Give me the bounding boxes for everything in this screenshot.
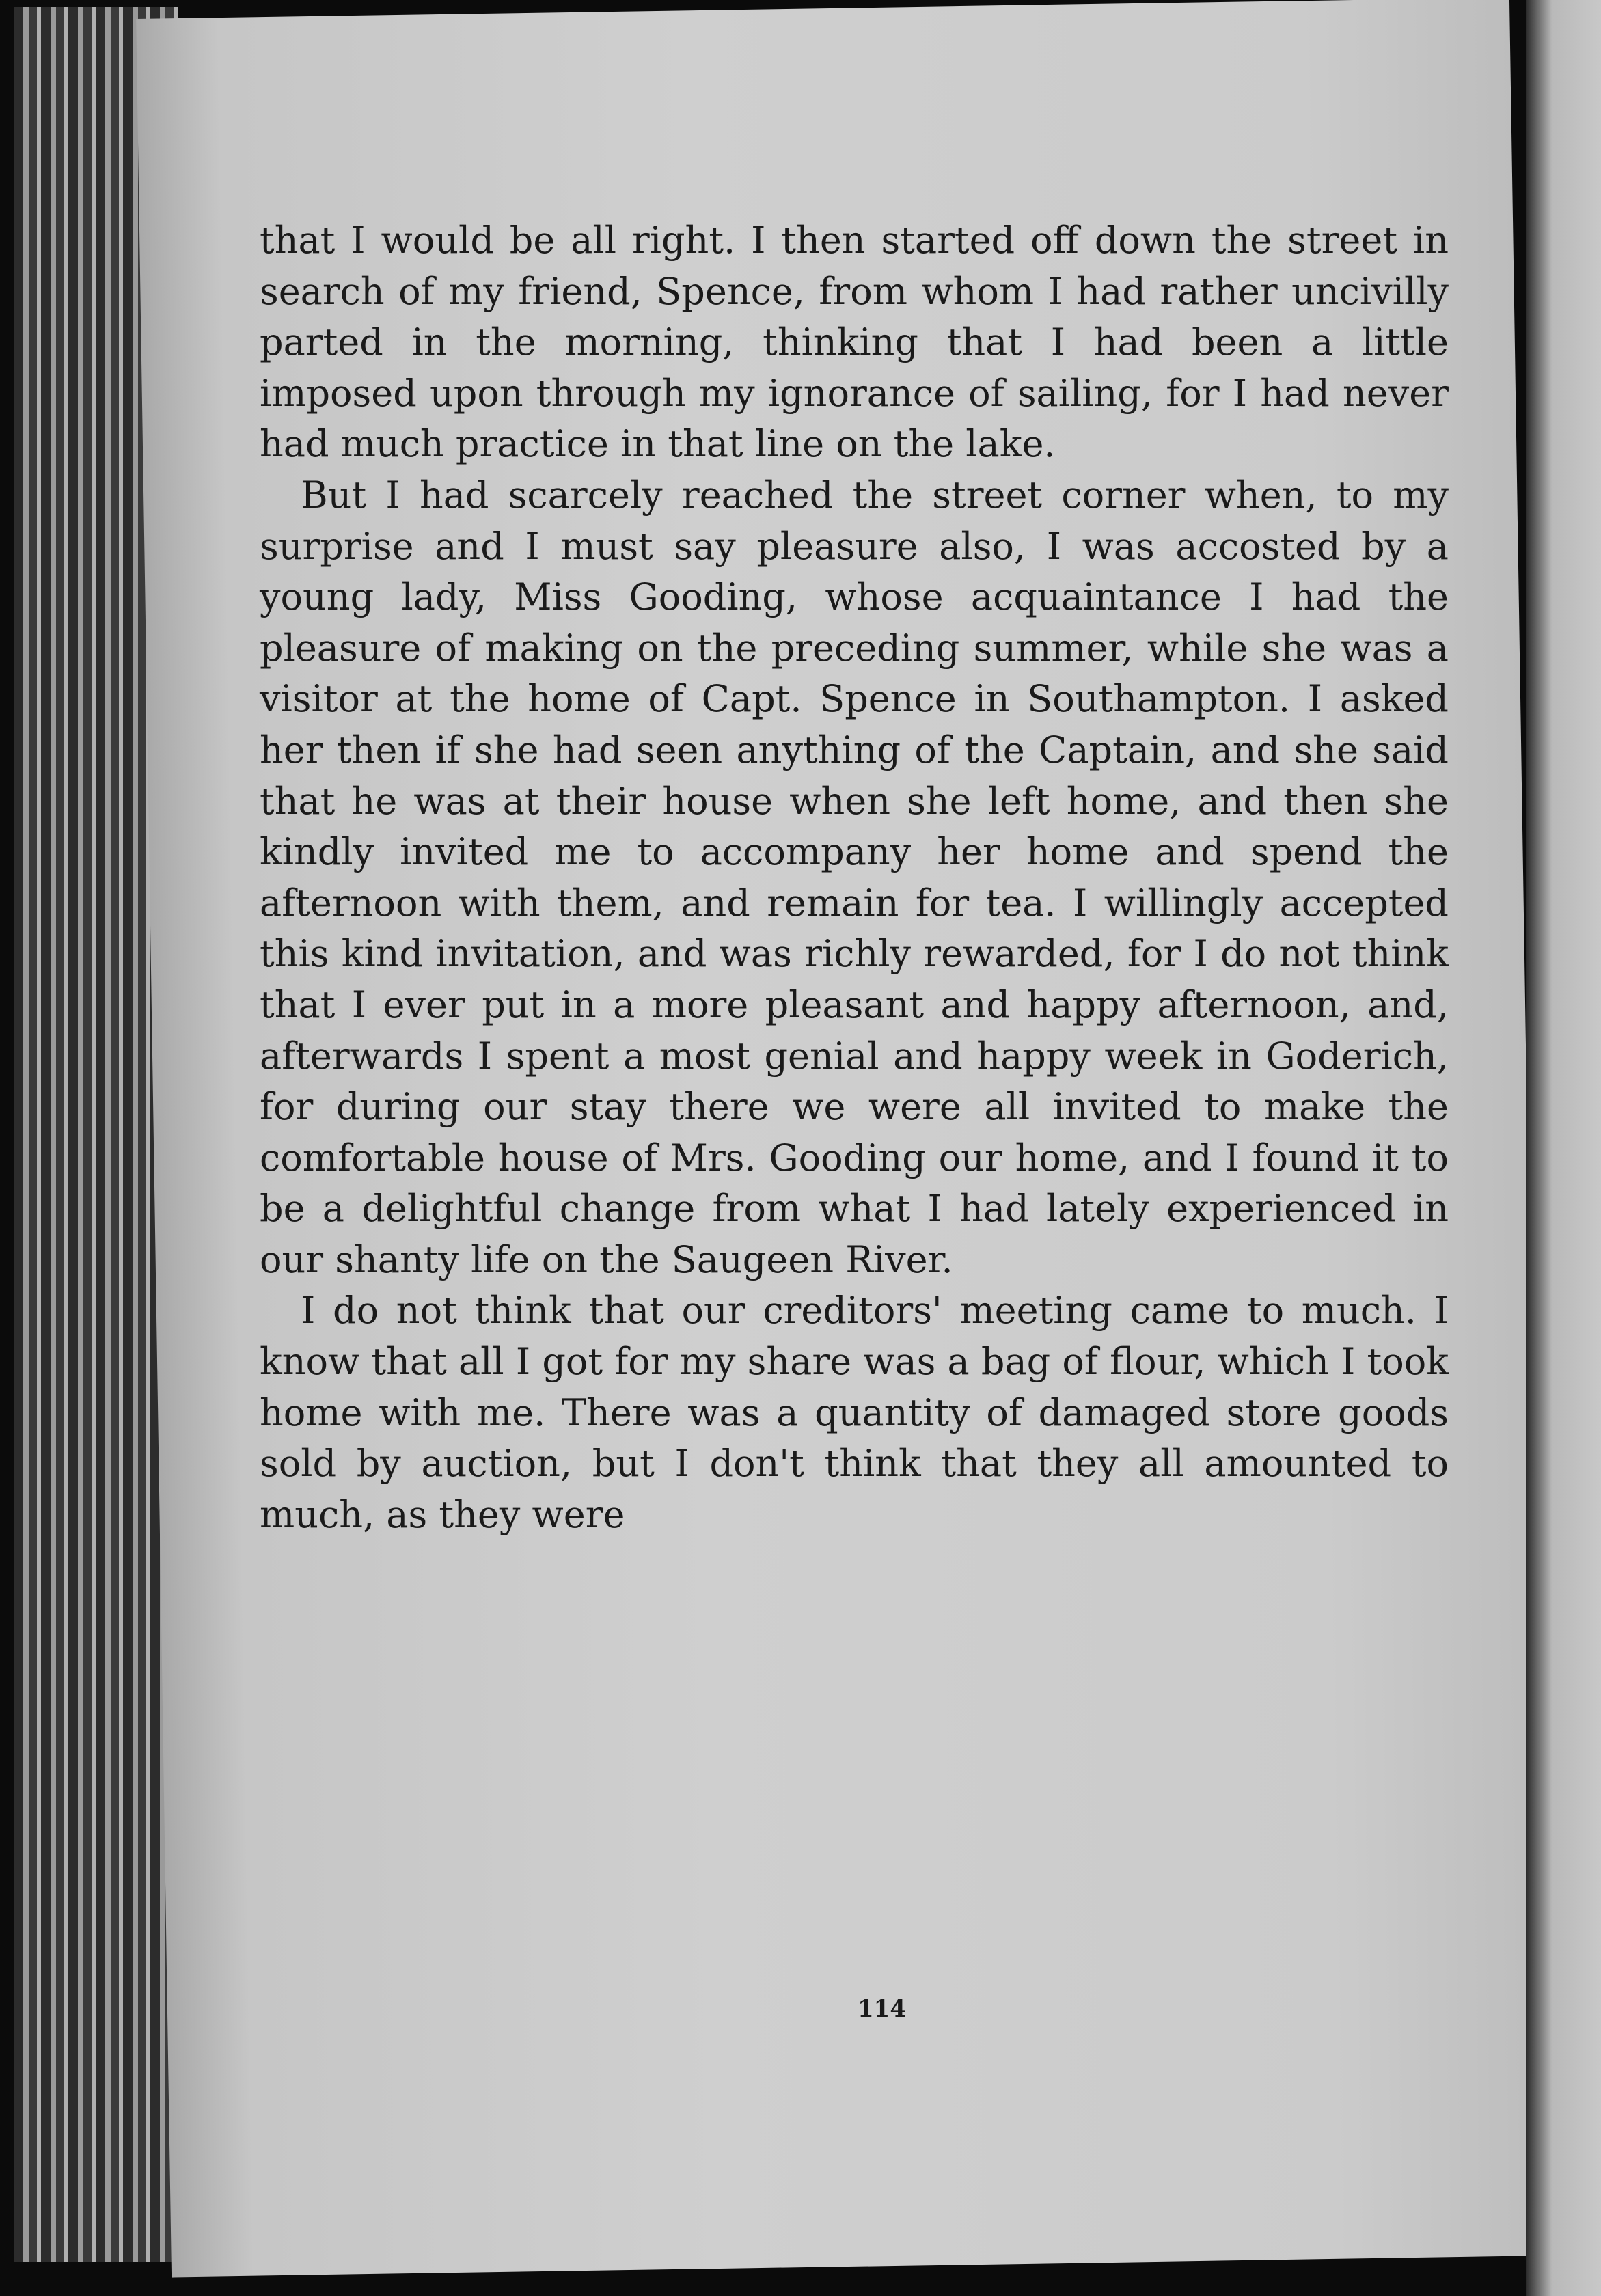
paragraph-2: But I had scarcely reached the street corner when, to my surprise and I must say pleasure also, I was accosted by a young lady, Miss Gooding, whose acquaintance I had the pleasure of making on the preceding summer, while she was a visitor at the home of Capt. Spence in Southampton. I asked her then if she had seen anything of the Captain, and she said that he was at their house when she left home, and then she kindly invited me to accompany her home and spend the afternoon with them, and remain for tea. I willingly accepted this kind invitation, and was richly rewarded, for I do not think that I ever put in a more pleasant and happy afternoon, and, afterwards I spent a most genial and happy week in Goderich, for during our stay there we were all invited to make the comfortable house of Mrs. Gooding our home, and I found it to be a delightful change from what I had lately experienced in our shanty life on the Saugeen River. <box>260 473 1449 1281</box>
body-text <box>260 215 1449 1540</box>
paragraph-3: I do not think that our creditors' meeting came to much. I know that all I got for my share was a bag of flour, which I took home with me. There was a quantity of damaged store goods sold by auction, but I don't think that they all amounted to much, as they were <box>260 1289 1449 1536</box>
book-right-edge <box>1526 0 1601 2296</box>
page-number: 114 <box>858 1995 906 2023</box>
paragraph-1: that I would be all right. I then started off down the street in search of my friend, Spence, from whom I had rather uncivilly parted in the morning, thinking that I had been a little imposed upon through my ignorance of sailing, for I had never had much practice in that line on the lake. <box>260 219 1449 466</box>
